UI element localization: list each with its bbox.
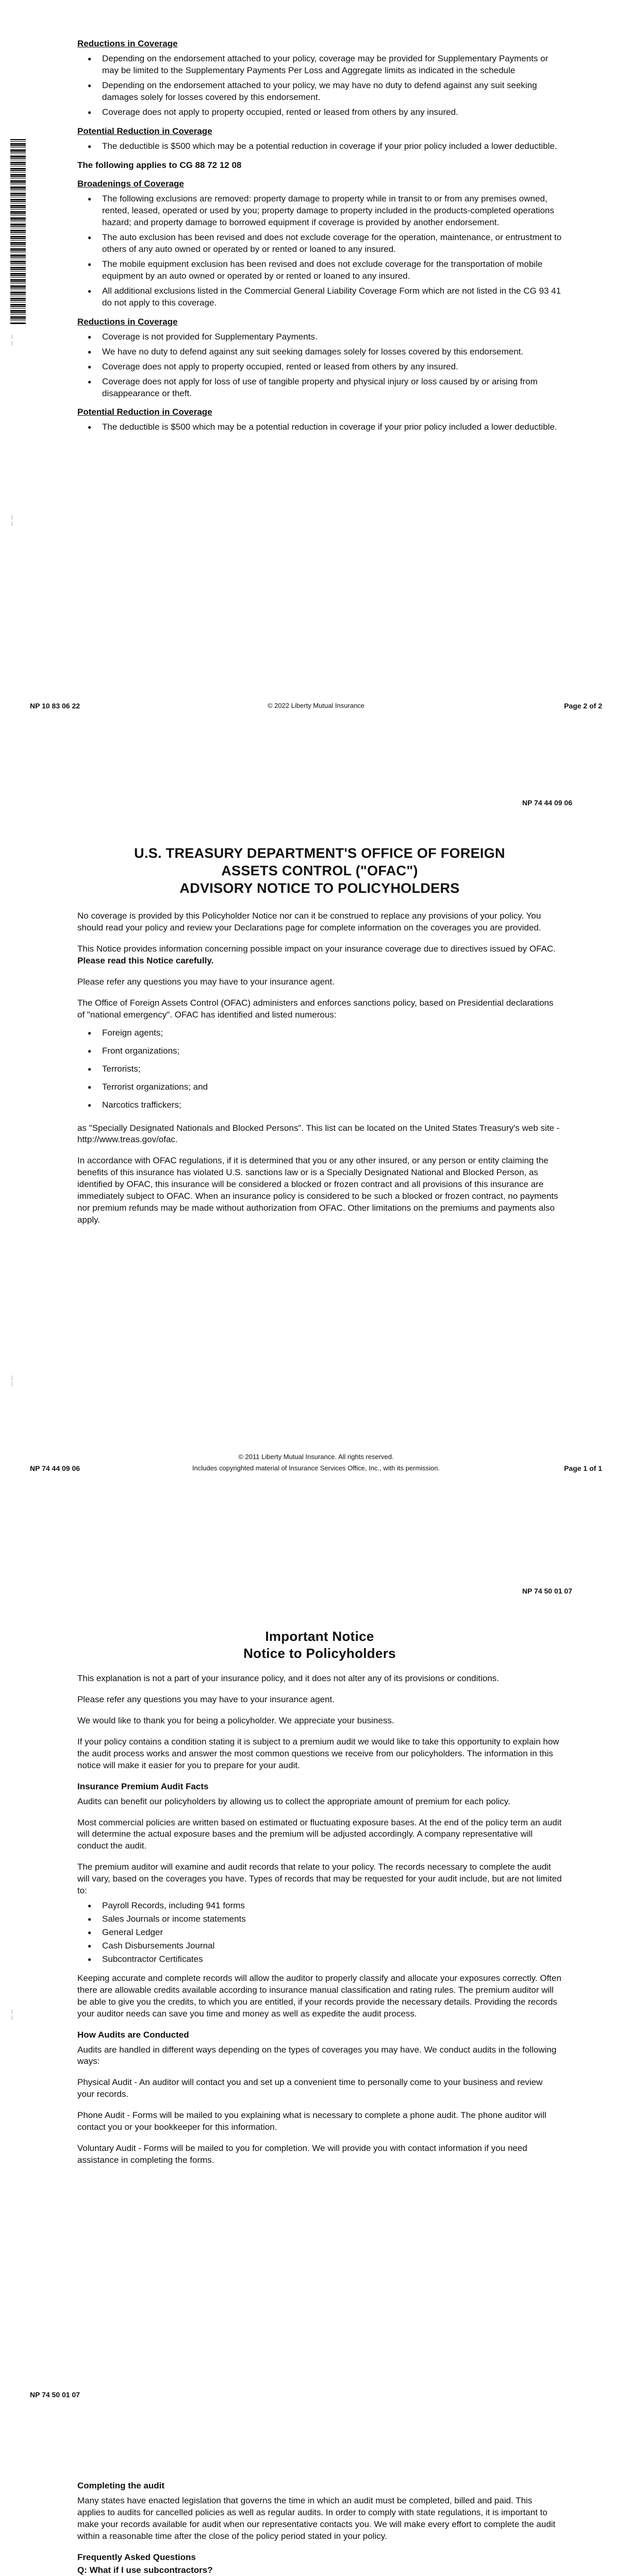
title-line: Notice to Policyholders [243, 1645, 396, 1661]
records-list [77, 1900, 562, 1965]
page-footer [30, 1453, 602, 1484]
list-item: ● Cash Disbursements Journal [99, 1940, 562, 1952]
list-item: ● Subcontractor Certificates [99, 1954, 562, 1965]
list-item: ● We have no duty to defend against any suit seeking damages solely for losses covered by this endorsement. [99, 346, 562, 358]
list-item: ● Coverage is not provided for Supplementary Payments. [99, 331, 562, 343]
page-4 [0, 2463, 631, 2576]
section-heading: Broadenings of Coverage [77, 179, 184, 189]
list-item: ● Coverage does not apply to property occupied, rented or leased from others by any insured. [99, 107, 562, 118]
list-item: ● The deductible is $500 which may be a potential reduction in coverage if your prior policy included a lower deductible. [99, 421, 562, 433]
paragraph-text: This Notice provides information concerning possible impact on your insurance coverage due to directives issued by OFAC. [77, 944, 556, 954]
list-item: ● All additional exclusions listed in the Commercial General Liability Coverage Form which are not listed in the CG 93 41 do not apply to this coverage. [99, 285, 562, 309]
paragraph: Voluntary Audit - Forms will be mailed to you for completion. We will provide you with contact information if you need assistance in completing the forms. [77, 2143, 527, 2165]
page-4-body [77, 2473, 562, 2576]
bullet-list [77, 193, 562, 309]
paragraph: Phone Audit - Forms will be mailed to you explaining what is necessary to complete a phone audit. The phone auditor will contact you or your bookkeeper for this information. [77, 2110, 546, 2132]
list-item: ● Front organizations; [99, 1045, 562, 1057]
page-title [77, 845, 562, 897]
page-title [77, 1628, 562, 1662]
title-line: ADVISORY NOTICE TO POLICYHOLDERS [179, 880, 460, 896]
list-item: ● Depending on the endorsement attached to your policy, coverage may be provided for Supplementary Payments or may be limited to the Supplementary Payments Per Loss and Aggregate limits as indicated in the schedule [99, 53, 562, 77]
list-item: ● The mobile equipment exclusion has been revised and does not exclude coverage for the transportation of mobile equipment by an auto owned or operated by or rented or loaned to any insured. [99, 259, 562, 282]
copyright: © 2011 Liberty Mutual Insurance. All rights reserved. [238, 1453, 394, 1461]
form-number: NP 74 50 01 07 [30, 2391, 80, 2399]
scan-marks: ⁞ ⁞ [11, 2009, 13, 2021]
section-heading: Completing the audit [77, 2481, 165, 2490]
list-item: ● Sales Journals or income statements [99, 1913, 562, 1925]
faq-question: Q: What if I use subcontractors? [77, 2565, 213, 2575]
page-number: Page 2 of 2 [564, 702, 602, 710]
form-number: NP 10 83 06 22 [30, 702, 80, 710]
paragraph: We would like to thank you for being a policyholder. We appreciate your business. [77, 1715, 394, 1725]
bullet-list [77, 421, 562, 433]
paragraph: If your policy contains a condition stating it is subject to a premium audit we would like to take this opportunity to explain how the audit process works and answer the most common questions we receive from our policyholders. The information in this notice will make it easier for you to prepare for your audit. [77, 1736, 559, 1770]
list-item: ● Terrorists; [99, 1063, 562, 1075]
title-line: ASSETS CONTROL ("OFAC") [221, 862, 418, 878]
paragraph: Keeping accurate and complete records will allow the auditor to properly classify and allocate your exposures correctly. Often there are allowable credits available according to insurance manual classification and rating rules. The premium auditor will be able to give you the credits, to which you are entitled, if your records provide the necessary details. Providing the records your auditor needs can save you time and money as well as expedite the audit process. [77, 1973, 561, 2019]
section-heading: Potential Reduction in Coverage [77, 407, 212, 417]
barcode [10, 139, 26, 325]
applies-line: The following applies to CG 88 72 12 08 [77, 160, 242, 170]
page-2 [0, 757, 631, 1546]
form-number: NP 74 44 09 06 [30, 1464, 80, 1472]
list-item: ● General Ledger [99, 1927, 562, 1939]
bullet-list [77, 53, 562, 118]
paragraph: Audits are handled in different ways depending on the types of coverages you may have. We conduct audits in the following ways: [77, 2044, 557, 2066]
list-item: ● Narcotics traffickers; [99, 1099, 562, 1111]
list-item: ● The deductible is $500 which may be a potential reduction in coverage if your prior policy included a lower deductible. [99, 141, 562, 152]
paragraph: In accordance with OFAC regulations, if it is determined that you or any other insured, or any person or entity claiming the benefits of this insurance has violated U.S. sanctions law or is a Specially Designated National and Blocked Person, as identified by OFAC, this insurance will be considered a blocked or frozen contract and all provisions of this insurance are immediately subject to OFAC. When an insurance policy is considered to be such a blocked or frozen contract, no payments nor premium refunds may be made without authorization from OFAC. Other limitations on the premiums and payments also apply. [77, 1156, 558, 1225]
list-item: ● Coverage does not apply to property occupied, rented or leased from others by any insured. [99, 361, 562, 373]
list-item: ● The following exclusions are removed: property damage to property while in transit to or from any premises owned, rented, leased, operated or used by you; property damage to property included in the products-completed operations hazard; and property damage to borrowed equipment if coverage is provided by another endorsement. [99, 193, 562, 229]
paragraph: This explanation is not a part of your insurance policy, and it does not alter any of its provisions or conditions. [77, 1673, 500, 1683]
paragraph: as "Specially Designated Nationals and Blocked Persons". This list can be located on the United States Treasury's web site - http://www.treas.gov/ofac. [77, 1123, 560, 1145]
paragraph: The Office of Foreign Assets Control (OFAC) administers and enforces sanctions policy, based on Presidential declarations of "national emergency". OFAC has identified and listed numerous: [77, 997, 554, 1020]
page-3 [0, 1546, 631, 2463]
list-item: ● Coverage does not apply for loss of use of tangible property and physical injury or loss caused by or arising from disappearance or theft. [99, 376, 562, 400]
scan-marks: ⁞ ⁞ [11, 1376, 13, 1387]
copyright-notice: Includes copyrighted material of Insurance Services Office, Inc., with its permission. [192, 1464, 440, 1472]
section-heading: Reductions in Coverage [77, 39, 178, 48]
bullet-list [77, 141, 562, 152]
form-number: NP 74 44 09 06 [522, 799, 572, 807]
page-1 [0, 0, 631, 757]
paragraph: Please refer any questions you may have to your insurance agent. [77, 977, 335, 987]
bullet-list [77, 331, 562, 400]
paragraph: Audits can benefit our policyholders by allowing us to collect the appropriate amount of premium for each policy. [77, 1796, 510, 1806]
page-3-body [77, 1628, 562, 2176]
paragraph: Many states have enacted legislation that governs the time in which an audit must be completed, billed and paid. This applies to audits for cancelled policies as well as regular audits. In order to comply with state regulations, it is important to make your records available for audit when our representative contacts you. We will make every effort to complete the audit within a reasonable time after the close of the policy period stated in your policy. [77, 2495, 556, 2541]
bullet-list [77, 1027, 562, 1111]
list-item: ● Foreign agents; [99, 1027, 562, 1039]
paragraph [77, 943, 562, 967]
list-item: ● Terrorist organizations; and [99, 1081, 562, 1093]
list-item: ● Payroll Records, including 941 forms [99, 1900, 562, 1912]
section-heading: Potential Reduction in Coverage [77, 126, 212, 136]
scan-marks: ⁞ ⁞ [11, 515, 13, 527]
section-heading: Insurance Premium Audit Facts [77, 1781, 209, 1791]
page-1-body [77, 31, 562, 436]
paragraph: Please refer any questions you may have to your insurance agent. [77, 1694, 335, 1704]
section-heading: Reductions in Coverage [77, 316, 178, 327]
copyright: © 2022 Liberty Mutual Insurance [267, 702, 365, 709]
title-line: Important Notice [265, 1629, 374, 1644]
paragraph: Physical Audit - An auditor will contact you and set up a convenient time to personally come to your business and review your records. [77, 2077, 543, 2099]
section-heading: How Audits are Conducted [77, 2029, 189, 2040]
list-item: ● Depending on the endorsement attached to your policy, we may have no duty to defend against any suit seeking damages solely for losses covered by this endorsement. [99, 80, 562, 104]
page-2-body [77, 845, 562, 1235]
scan-marks: ⁞ ⁞ [11, 335, 13, 347]
page-number: Page 1 of 1 [564, 1464, 602, 1472]
title-line: U.S. TREASURY DEPARTMENT'S OFFICE OF FOREIGN [134, 845, 505, 861]
list-item: ● The auto exclusion has been revised and does not exclude coverage for the operation, maintenance, or entrustment to others of any auto owned or operated by or rented or loaned to any insured. [99, 232, 562, 256]
emphasis: Please read this Notice carefully. [77, 956, 214, 966]
paragraph: The premium auditor will examine and audit records that relate to your policy. The records necessary to complete the audit will vary, based on the coverages you have. Types of records that may be requested for your audit include, but are not limited to: [77, 1862, 562, 1896]
form-number: NP 74 50 01 07 [522, 1587, 572, 1595]
paragraph: No coverage is provided by this Policyholder Notice nor can it be construed to replace any provisions of your policy. You should read your policy and review your Declarations page for complete information on the coverages you are provided. [77, 911, 541, 933]
paragraph: Most commercial policies are written based on estimated or fluctuating exposure bases. At the end of the policy term an audit will determine the actual exposure bases and the premium will be adjusted accordingly. A company representative will conduct the audit. [77, 1817, 562, 1851]
section-heading: Frequently Asked Questions [77, 2552, 196, 2562]
